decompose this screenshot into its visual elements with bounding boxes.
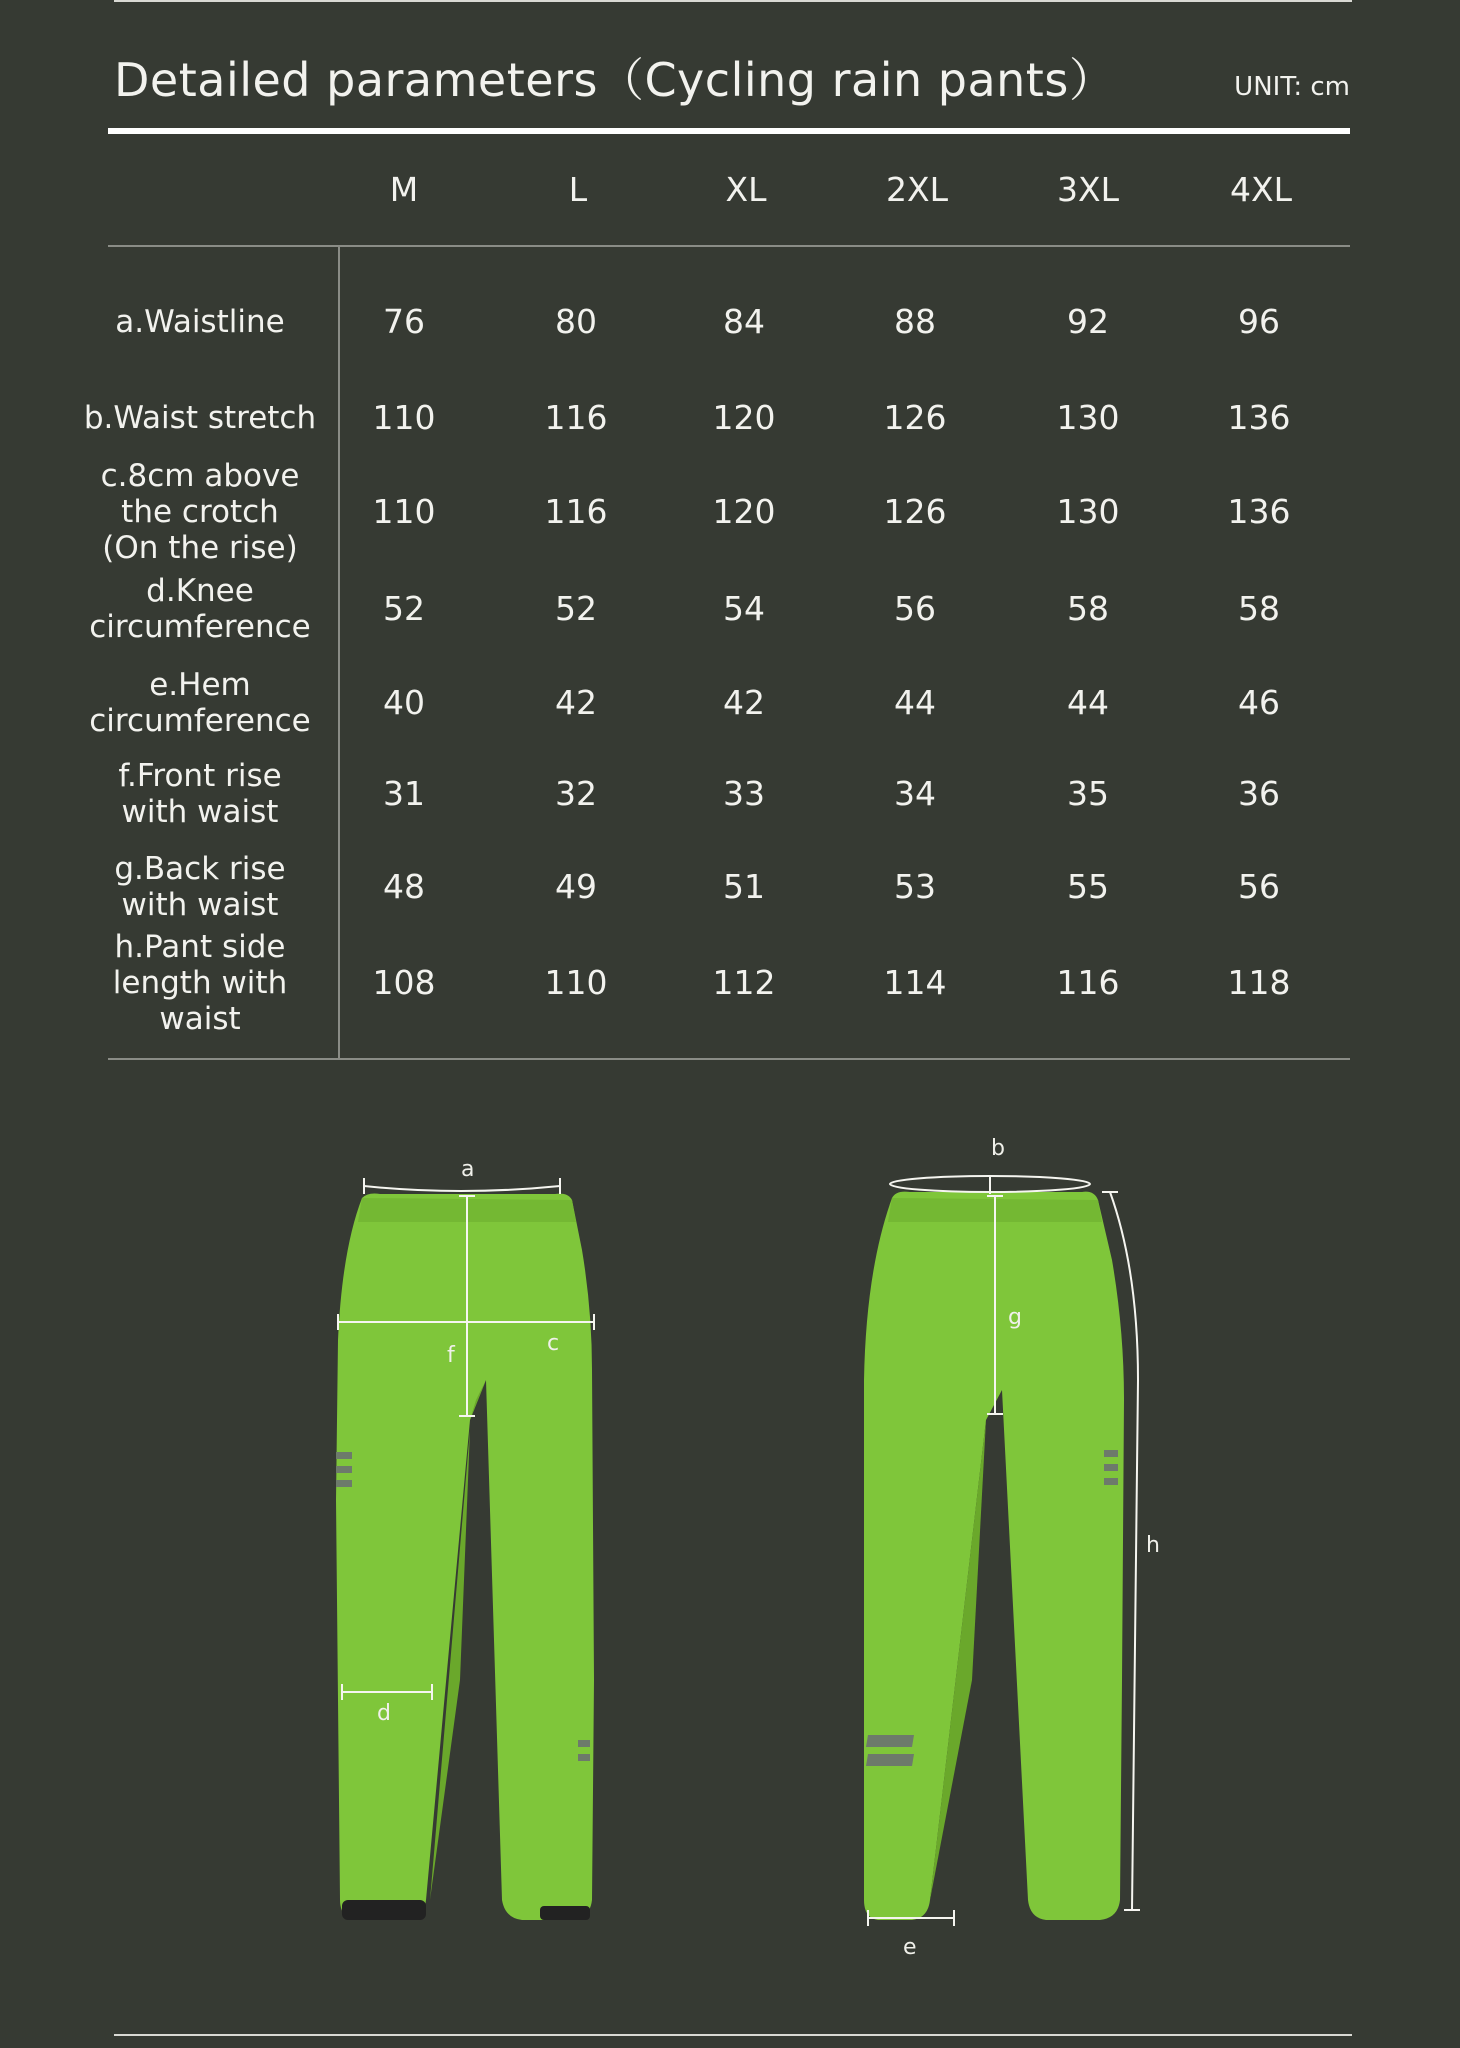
header-divider: [108, 245, 1350, 247]
size-header-4xl: 4XL: [1230, 170, 1292, 209]
table-cell: 116: [544, 492, 608, 531]
table-bottom-divider: [108, 1058, 1350, 1060]
table-cell: 92: [1067, 302, 1109, 341]
table-cell: 46: [1238, 683, 1280, 722]
table-cell: 120: [712, 492, 776, 531]
top-divider: [114, 0, 1352, 2]
table-cell: 34: [894, 774, 936, 813]
title-underline: [108, 128, 1350, 134]
table-cell: 48: [383, 867, 425, 906]
table-cell: 51: [723, 867, 765, 906]
front-reflective-stripe-upper: [336, 1452, 352, 1487]
row-label-line: d.Knee: [146, 573, 254, 609]
row-label-line: c.8cm above: [100, 458, 300, 494]
size-header-m: M: [389, 170, 419, 209]
table-cell: 126: [883, 492, 947, 531]
measure-label-c: c: [547, 1331, 560, 1356]
row-label-line: h.Pant side: [114, 929, 286, 965]
table-cell: 44: [894, 683, 936, 722]
table-cell: 40: [383, 683, 425, 722]
table-cell: 52: [383, 589, 425, 628]
table-cell: 36: [1238, 774, 1280, 813]
back-pants-figure: [864, 1136, 1160, 1960]
row-label-line: circumference: [89, 703, 311, 739]
table-cell: 118: [1227, 963, 1291, 1002]
table-cell: 76: [383, 302, 425, 341]
measure-label-h: h: [1146, 1533, 1160, 1558]
row-label: [70, 458, 330, 566]
table-cell: 130: [1056, 492, 1120, 531]
table-cell: 55: [1067, 867, 1109, 906]
table-cell: 88: [894, 302, 936, 341]
table-cell: 116: [1056, 963, 1120, 1002]
table-cell: 80: [555, 302, 597, 341]
table-cell: 42: [723, 683, 765, 722]
row-label: [70, 851, 330, 923]
row-label-line: f.Front rise: [118, 758, 282, 794]
back-reflective-stripe-hip: [1104, 1450, 1118, 1485]
table-cell: 126: [883, 398, 947, 437]
row-label-line: with waist: [121, 794, 279, 830]
table-cell: 96: [1238, 302, 1280, 341]
label-column-divider: [338, 246, 340, 1060]
table-cell: 108: [372, 963, 436, 1002]
front-hem-band-right: [540, 1906, 590, 1920]
row-label: [70, 929, 330, 1037]
row-label-line: with waist: [121, 887, 279, 923]
measure-label-f: f: [447, 1343, 455, 1368]
size-header-3xl: 3XL: [1057, 170, 1119, 209]
row-label: [70, 667, 330, 739]
row-label: [70, 400, 330, 436]
table-cell: 136: [1227, 398, 1291, 437]
size-header-xl: XL: [725, 170, 767, 209]
measure-label-g: g: [1008, 1305, 1022, 1330]
table-cell: 53: [894, 867, 936, 906]
row-label-line: e.Hem: [149, 667, 251, 703]
row-label-line: b.Waist stretch: [83, 400, 317, 436]
table-cell: 49: [555, 867, 597, 906]
row-label-line: (On the rise): [102, 530, 298, 566]
front-hem-band-left: [342, 1900, 426, 1920]
row-label-line: circumference: [89, 609, 311, 645]
table-cell: 110: [372, 398, 436, 437]
row-label: [70, 304, 330, 340]
table-cell: 33: [723, 774, 765, 813]
row-label-line: g.Back rise: [114, 851, 286, 887]
row-label-line: a.Waistline: [115, 304, 285, 340]
table-cell: 31: [383, 774, 425, 813]
front-pants-body: [336, 1194, 594, 1921]
table-cell: 120: [712, 398, 776, 437]
table-cell: 130: [1056, 398, 1120, 437]
measure-label-a: a: [461, 1157, 475, 1182]
row-label: [70, 758, 330, 830]
table-cell: 56: [894, 589, 936, 628]
row-label: [70, 573, 330, 645]
table-cell: 110: [544, 963, 608, 1002]
table-cell: 116: [544, 398, 608, 437]
table-cell: 112: [712, 963, 776, 1002]
table-cell: 114: [883, 963, 947, 1002]
table-cell: 44: [1067, 683, 1109, 722]
page-title: Detailed parameters（Cycling rain pants）: [114, 53, 1116, 107]
measurement-diagram: [0, 1080, 1460, 2000]
table-cell: 58: [1067, 589, 1109, 628]
table-cell: 35: [1067, 774, 1109, 813]
size-header-l: L: [568, 170, 588, 209]
row-label-line: length with: [112, 965, 288, 1001]
table-cell: 54: [723, 589, 765, 628]
table-cell: 32: [555, 774, 597, 813]
table-cell: 58: [1238, 589, 1280, 628]
measure-label-d: d: [377, 1701, 391, 1726]
measure-label-e: e: [903, 1935, 917, 1960]
table-cell: 136: [1227, 492, 1291, 531]
table-cell: 42: [555, 683, 597, 722]
unit-label: UNIT: cm: [1234, 72, 1350, 102]
table-cell: 110: [372, 492, 436, 531]
row-label-line: the crotch: [121, 494, 279, 530]
table-cell: 56: [1238, 867, 1280, 906]
table-cell: 52: [555, 589, 597, 628]
measure-label-b: b: [991, 1136, 1005, 1161]
bottom-divider: [114, 2034, 1352, 2036]
front-pants-figure: [336, 1157, 594, 1920]
row-label-line: waist: [159, 1001, 241, 1037]
table-cell: 84: [723, 302, 765, 341]
size-header-2xl: 2XL: [886, 170, 948, 209]
